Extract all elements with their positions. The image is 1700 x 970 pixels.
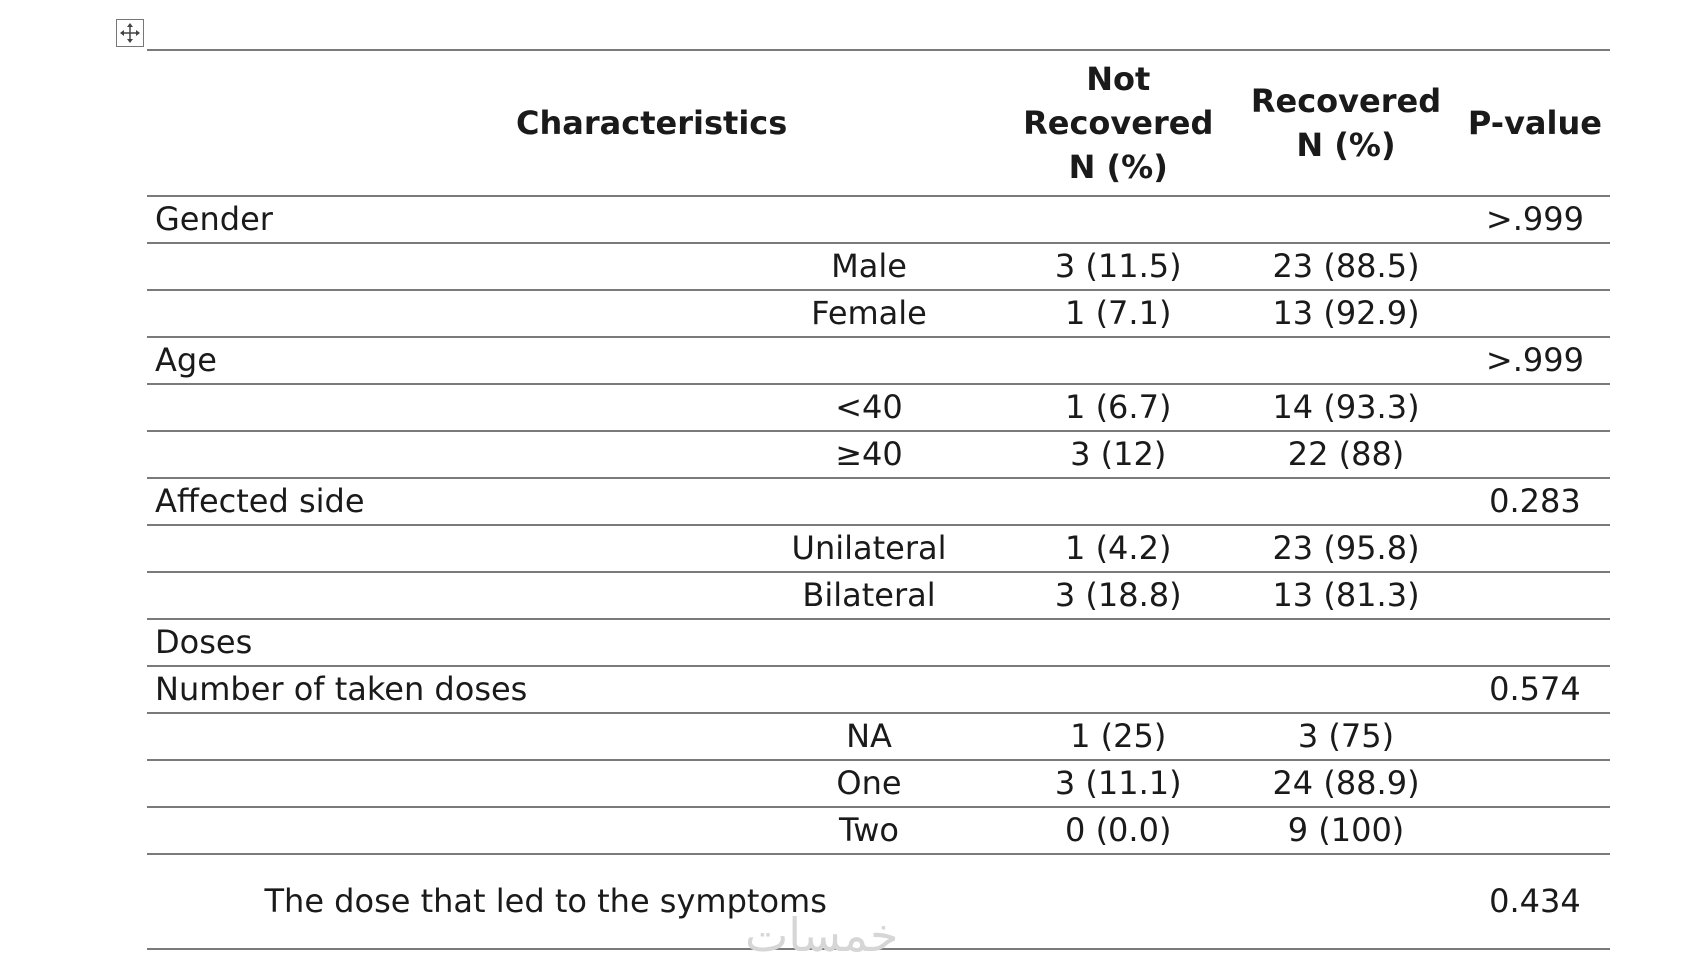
- p-value-cell: [1460, 760, 1610, 807]
- recovered-cell: 23 (88.5): [1232, 243, 1460, 290]
- not-recovered-cell: [1004, 478, 1232, 525]
- subgroup-label: Number of taken doses: [147, 666, 1004, 713]
- table-body: [147, 196, 1610, 949]
- recovered-cell: 3 (75): [1232, 713, 1460, 760]
- p-value-cell: [1460, 572, 1610, 619]
- characteristic-cell: [147, 760, 734, 807]
- p-value-cell: [1460, 525, 1610, 572]
- p-value-cell: [1460, 290, 1610, 337]
- recovered-cell: [1232, 478, 1460, 525]
- header-not-recovered-line-1: Not: [1086, 59, 1151, 98]
- table-row: [147, 196, 1610, 243]
- p-value-cell: [1460, 243, 1610, 290]
- characteristic-cell: [147, 572, 734, 619]
- group-label: Doses: [147, 619, 1004, 666]
- level-label: <40: [734, 384, 1005, 431]
- recovered-cell: [1232, 854, 1460, 949]
- header-recovered: [1232, 50, 1460, 196]
- p-value-cell: 0.434: [1460, 854, 1610, 949]
- level-label: One: [734, 760, 1005, 807]
- characteristic-cell: [147, 290, 734, 337]
- p-value-cell: 0.283: [1460, 478, 1610, 525]
- table-row: [147, 525, 1610, 572]
- recovered-cell: 24 (88.9): [1232, 760, 1460, 807]
- table-row: [147, 807, 1610, 854]
- p-value-cell: 0.574: [1460, 666, 1610, 713]
- characteristic-cell: [147, 807, 734, 854]
- table-row: [147, 337, 1610, 384]
- table-row: [147, 384, 1610, 431]
- characteristic-cell: [147, 384, 734, 431]
- level-label: Female: [734, 290, 1005, 337]
- level-label: NA: [734, 713, 1005, 760]
- not-recovered-cell: 1 (6.7): [1004, 384, 1232, 431]
- table-row: [147, 666, 1610, 713]
- not-recovered-cell: [1004, 337, 1232, 384]
- watermark-logo: خمسات: [745, 908, 899, 962]
- header-p-value: P-value: [1460, 50, 1610, 196]
- header-not-recovered-line-3: N (%): [1068, 148, 1168, 187]
- not-recovered-cell: [1004, 619, 1232, 666]
- table-row: [147, 713, 1610, 760]
- header-recovered-line-2: N (%): [1296, 126, 1396, 164]
- not-recovered-cell: 3 (11.1): [1004, 760, 1232, 807]
- p-value-cell: [1460, 619, 1610, 666]
- not-recovered-cell: 1 (7.1): [1004, 290, 1232, 337]
- level-label: ≥40: [734, 431, 1005, 478]
- recovered-cell: 13 (92.9): [1232, 290, 1460, 337]
- table-row: [147, 431, 1610, 478]
- table-row: [147, 619, 1610, 666]
- table-row: [147, 572, 1610, 619]
- p-value-cell: [1460, 384, 1610, 431]
- not-recovered-cell: [1004, 196, 1232, 243]
- level-label: Male: [734, 243, 1005, 290]
- header-recovered-line-1: Recovered: [1250, 81, 1442, 120]
- table-row: [147, 478, 1610, 525]
- recovered-cell: 23 (95.8): [1232, 525, 1460, 572]
- characteristic-cell: [147, 713, 734, 760]
- not-recovered-cell: 1 (4.2): [1004, 525, 1232, 572]
- subgroup-label: The dose that led to the symptoms: [147, 854, 1004, 949]
- group-label: Age: [147, 337, 1004, 384]
- header-row: [147, 50, 1610, 196]
- results-table: [147, 49, 1610, 950]
- not-recovered-cell: 3 (12): [1004, 431, 1232, 478]
- recovered-cell: [1232, 666, 1460, 713]
- characteristic-cell: [147, 525, 734, 572]
- recovered-cell: 13 (81.3): [1232, 572, 1460, 619]
- recovered-cell: 9 (100): [1232, 807, 1460, 854]
- level-label: Unilateral: [734, 525, 1005, 572]
- table-row: [147, 290, 1610, 337]
- header-not-recovered: [1004, 50, 1232, 196]
- table-move-handle[interactable]: [116, 19, 144, 47]
- group-label: Affected side: [147, 478, 1004, 525]
- header-characteristics: Characteristics: [147, 50, 1004, 196]
- recovered-cell: [1232, 619, 1460, 666]
- level-label: Two: [734, 807, 1005, 854]
- p-value-cell: >.999: [1460, 337, 1610, 384]
- level-label: Bilateral: [734, 572, 1005, 619]
- characteristic-cell: [147, 243, 734, 290]
- not-recovered-cell: 0 (0.0): [1004, 807, 1232, 854]
- p-value-cell: >.999: [1460, 196, 1610, 243]
- recovered-cell: 14 (93.3): [1232, 384, 1460, 431]
- table-row: [147, 243, 1610, 290]
- table-row: [147, 760, 1610, 807]
- not-recovered-cell: [1004, 666, 1232, 713]
- characteristic-cell: [147, 431, 734, 478]
- p-value-cell: [1460, 431, 1610, 478]
- not-recovered-cell: [1004, 854, 1232, 949]
- not-recovered-cell: 1 (25): [1004, 713, 1232, 760]
- not-recovered-cell: 3 (11.5): [1004, 243, 1232, 290]
- p-value-cell: [1460, 713, 1610, 760]
- p-value-cell: [1460, 807, 1610, 854]
- move-icon: [119, 22, 141, 44]
- group-label: Gender: [147, 196, 1004, 243]
- recovered-cell: [1232, 337, 1460, 384]
- not-recovered-cell: 3 (18.8): [1004, 572, 1232, 619]
- recovered-cell: 22 (88): [1232, 431, 1460, 478]
- recovered-cell: [1232, 196, 1460, 243]
- header-not-recovered-line-2: Recovered: [1023, 103, 1214, 142]
